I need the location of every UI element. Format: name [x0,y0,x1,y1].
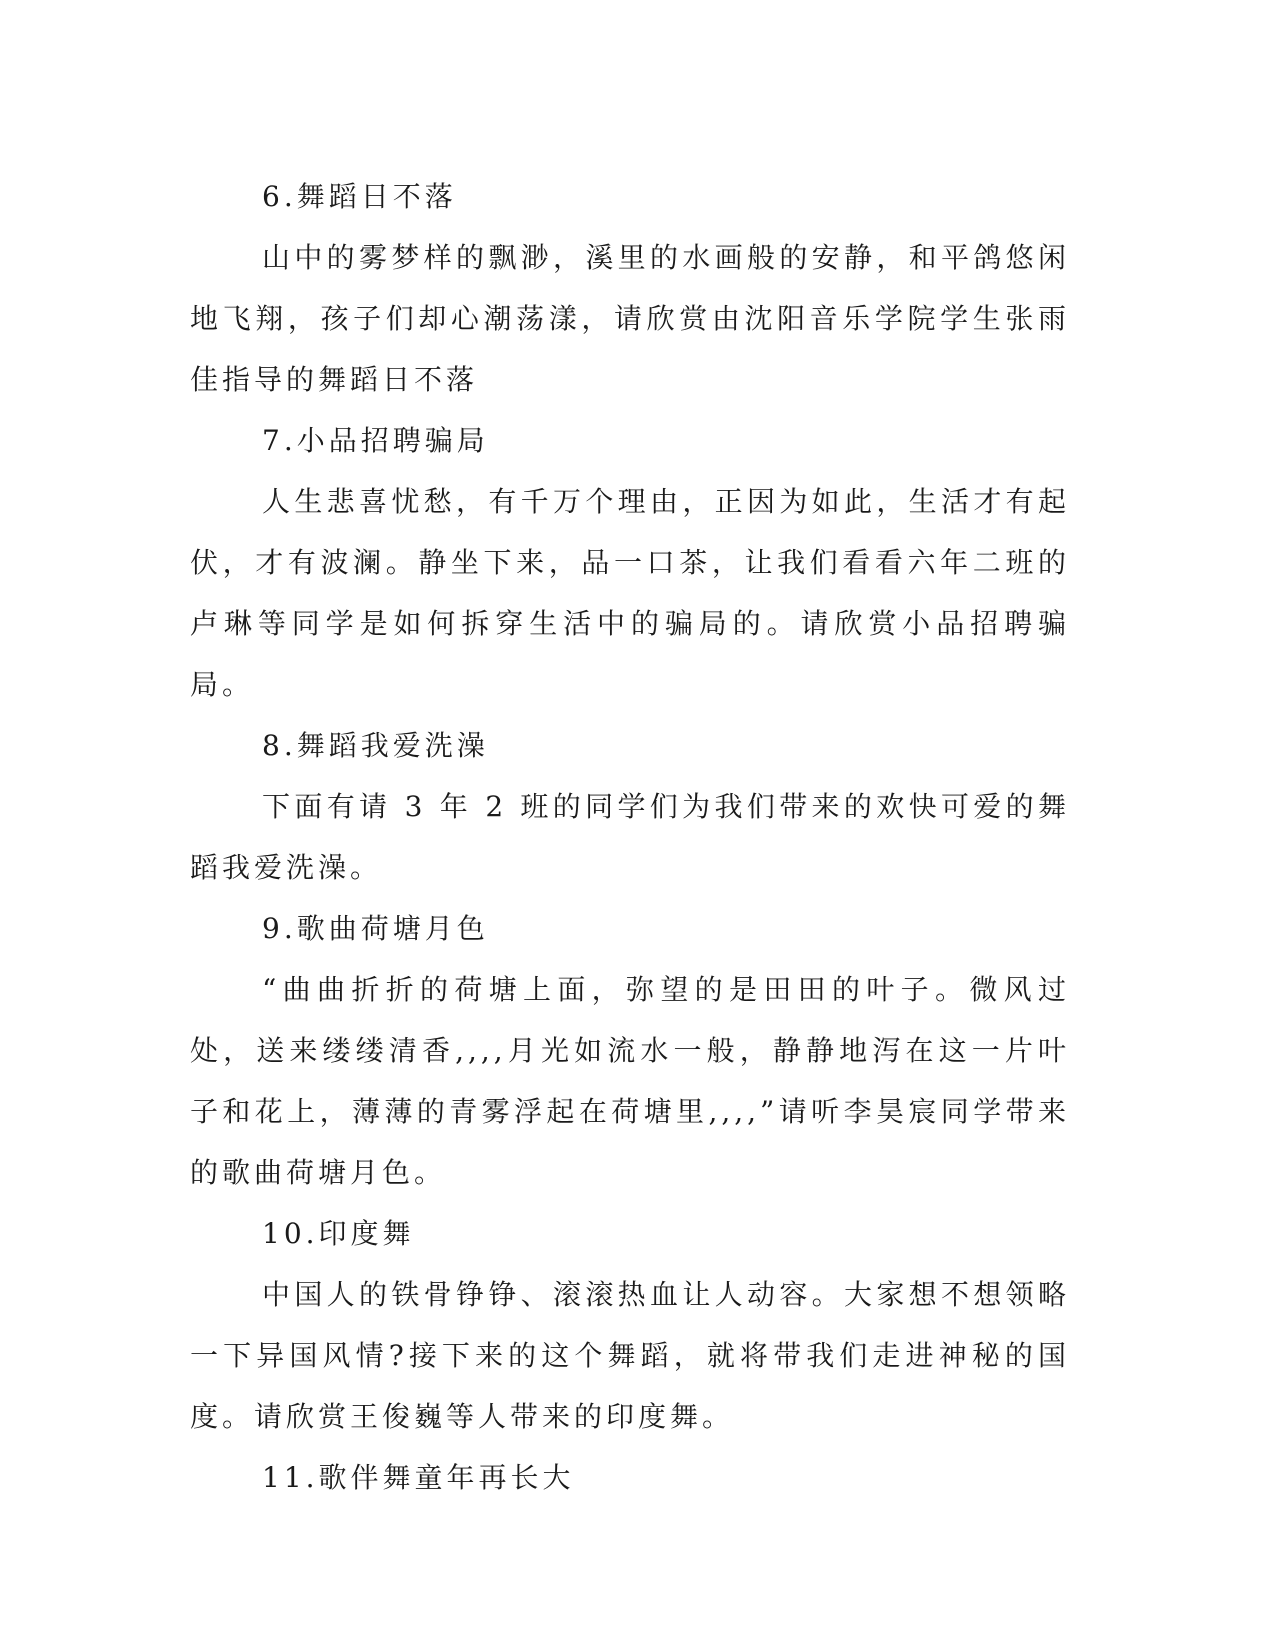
section-heading-11: 11.歌伴舞童年再长大 [262,1461,575,1494]
section-text-8: 下面有请 3 年 2 班的同学们为我们带来的欢快可爱的舞蹈我爱洗澡。 [190,790,1070,884]
section-text-10: 中国人的铁骨铮铮、滚滚热血让人动容。大家想不想领略一下异国风情?接下来的这个舞蹈，就将带我们走进神秘的国度。请欣赏王俊巍等人带来的印度舞。 [190,1278,1070,1433]
section-heading-9: 9.歌曲荷塘月色 [262,912,489,945]
section-heading-10: 10.印度舞 [262,1217,415,1250]
document-body [190,166,1070,1508]
section-heading-7: 7.小品招聘骗局 [262,424,489,457]
section-heading-8: 8.舞蹈我爱洗澡 [262,729,489,762]
section-text-9: “曲曲折折的荷塘上面，弥望的是田田的叶子。微风过处，送来缕缕清香,,,,月光如流水一般，静静地泻在这一片叶子和花上，薄薄的青雾浮起在荷塘里,,,,”请听李昊宸同学带来的歌曲荷塘月色。 [190,973,1070,1189]
section-heading-6: 6.舞蹈日不落 [262,180,457,213]
section-text-7: 人生悲喜忧愁，有千万个理由，正因为如此，生活才有起伏，才有波澜。静坐下来，品一口茶，让我们看看六年二班的卢琳等同学是如何拆穿生活中的骗局的。请欣赏小品招聘骗局。 [190,485,1070,701]
section-text-6: 山中的雾梦样的飘渺，溪里的水画般的安静，和平鸽悠闲地飞翔，孩子们却心潮荡漾，请欣赏由沈阳音乐学院学生张雨佳指导的舞蹈日不落 [190,241,1070,396]
